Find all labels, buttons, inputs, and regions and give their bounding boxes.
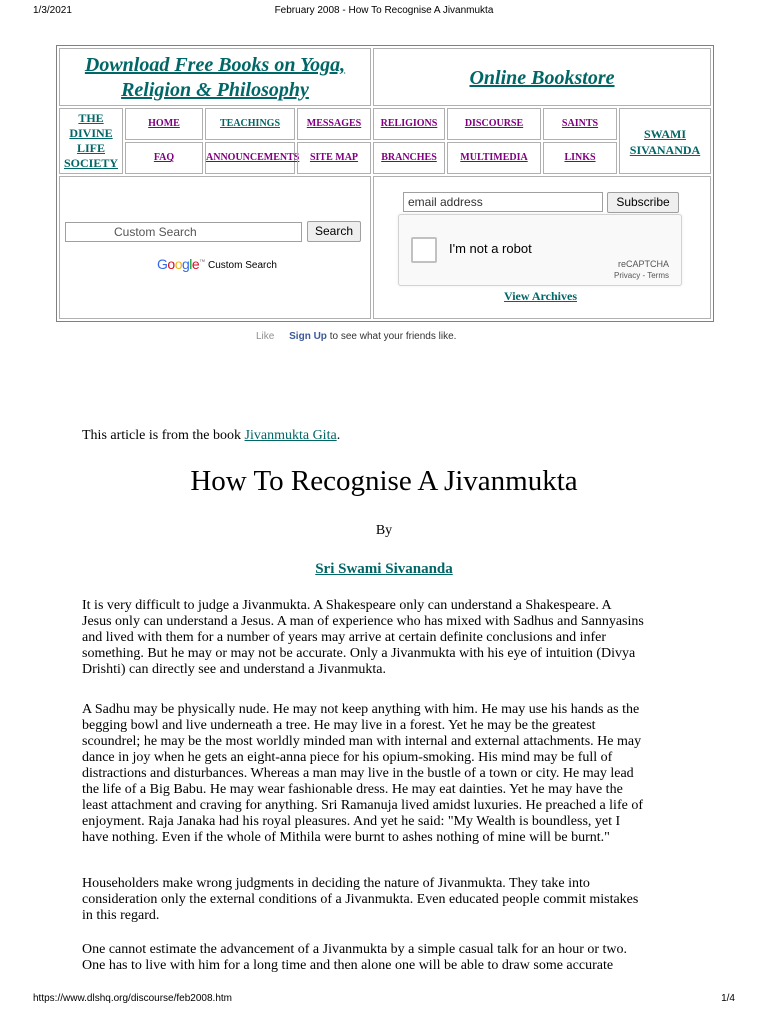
- site-search-panel: [59, 176, 371, 319]
- print-header: [0, 5, 768, 19]
- sign-up-link[interactable]: Sign Up: [289, 331, 327, 342]
- page-url: https://www.dlshq.org/discourse/feb2008.htm: [33, 993, 232, 1004]
- nav-faq[interactable]: FAQ: [125, 142, 203, 174]
- google-letter: g: [181, 256, 190, 272]
- search-button[interactable]: Search: [307, 221, 361, 242]
- google-logo: [157, 256, 205, 272]
- recaptcha-brand: reCAPTCHA: [617, 259, 669, 269]
- swami-sivananda-link[interactable]: SWAMI SIVANANDA: [619, 108, 711, 174]
- print-title: February 2008 - How To Recognise A Jivanmukta: [274, 5, 494, 16]
- print-footer: [0, 993, 768, 1007]
- online-bookstore-link[interactable]: Online Bookstore: [469, 67, 615, 89]
- search-input[interactable]: Custom Search: [65, 222, 302, 242]
- print-date: 1/3/2021: [33, 5, 72, 16]
- custom-search-label: Custom Search: [208, 260, 277, 271]
- page-number: 1/4: [721, 993, 735, 1004]
- recaptcha-checkbox[interactable]: [411, 237, 437, 263]
- nav-discourse[interactable]: DISCOURSE: [447, 108, 541, 140]
- nav-site-map[interactable]: SITE MAP: [297, 142, 371, 174]
- subscribe-button[interactable]: Subscribe: [607, 192, 679, 213]
- google-letter: G: [157, 256, 168, 272]
- recaptcha-widget: [398, 214, 682, 286]
- nav-home[interactable]: HOME: [125, 108, 203, 140]
- google-letter: o: [167, 256, 175, 272]
- like-button[interactable]: Like: [256, 331, 275, 342]
- google-letter: o: [174, 256, 182, 272]
- view-archives-link[interactable]: View Archives: [504, 289, 577, 303]
- recaptcha-label: I'm not a robot: [449, 241, 532, 256]
- google-letter: e: [191, 256, 200, 272]
- online-bookstore-banner[interactable]: [373, 48, 711, 106]
- nav-teachings[interactable]: TEACHINGS: [205, 108, 295, 140]
- recaptcha-privacy-terms[interactable]: Privacy - Terms: [614, 271, 669, 280]
- trademark-mark: ™: [199, 259, 205, 266]
- author-link[interactable]: Sri Swami Sivananda: [315, 561, 453, 577]
- download-books-banner[interactable]: [59, 48, 371, 106]
- author-link-wrap: [0, 561, 768, 578]
- nav-religions[interactable]: RELIGIONS: [373, 108, 445, 140]
- email-field[interactable]: email address: [403, 192, 603, 212]
- facebook-like-widget: [256, 331, 456, 342]
- source-book-note: This article is from the book Jivanmukta Gita.: [82, 428, 341, 443]
- nav-links[interactable]: LINKS: [543, 142, 617, 174]
- nav-branches[interactable]: BRANCHES: [373, 142, 445, 174]
- paragraph-4: One cannot estimate the advancement of a Jivanmukta by a simple casual talk for an hour or two. One has to live with him for a long time and then alone one will be able to draw some accurate: [82, 942, 628, 973]
- paragraph-1: It is very difficult to judge a Jivanmukta. A Shakespeare only can understand a Shakespeare. A Jesus only can understand a Jesus. A man of experience who has mixed with Sadhus and Sannyasins and lived with them for a number of years may arrive at certain definite conclusions and infer something. But he may or may not be accurate. Only a Jivanmukta with his eye of intuition (Divya Drishti) can directly see and understand a Jivanmukta.: [82, 598, 644, 677]
- like-prompt-text: to see what your friends like.: [326, 331, 457, 342]
- paragraph-2: A Sadhu may be physically nude. He may not keep anything with him. He may use his hands as the begging bowl and live underneath a tree. He may live in a forest. Yet he may be the greatest scoundrel; he may be the most worldly minded man with internal and external attachments. He may dance in joy when he gets an eight-anna piece for his opium-smoking. His mind may be full of distractions and disturbances. Whereas a man may live in the bustle of a town or city. He may lead the life of a Big Babu. He may wear fashionable dress. He may eat dainties. Yet he may have the least attachment and craving for anything. Sri Ramanuja lived amidst luxuries. He preached a life of enjoyment. Raja Janaka had his royal pleasures. And yet he said: "My Wealth is boundless, yet I have nothing. Even if the whole of Mithila were burnt to ashes nothing of mine will be burnt.": [82, 702, 643, 845]
- paragraph-3: Householders make wrong judgments in deciding the nature of Jivanmukta. They take into consideration only the external conditions of a Jivanmukta. Even educated people commit mistakes in this regard.: [82, 876, 639, 923]
- google-letter: l: [189, 256, 192, 272]
- nav-announcements[interactable]: ANNOUNCEMENTS: [205, 142, 295, 174]
- byline: By: [375, 523, 393, 538]
- nav-saints[interactable]: SAINTS: [543, 108, 617, 140]
- nav-messages[interactable]: MESSAGES: [297, 108, 371, 140]
- nav-multimedia[interactable]: MULTIMEDIA: [447, 142, 541, 174]
- download-books-link[interactable]: Download Free Books on Yoga, Religion & Philosophy: [84, 54, 346, 101]
- book-link[interactable]: Jivanmukta Gita: [244, 428, 337, 443]
- divine-life-society-link[interactable]: THE DIVINE LIFE SOCIETY: [59, 108, 123, 174]
- article-title: How To Recognise A Jivanmukta: [190, 465, 578, 497]
